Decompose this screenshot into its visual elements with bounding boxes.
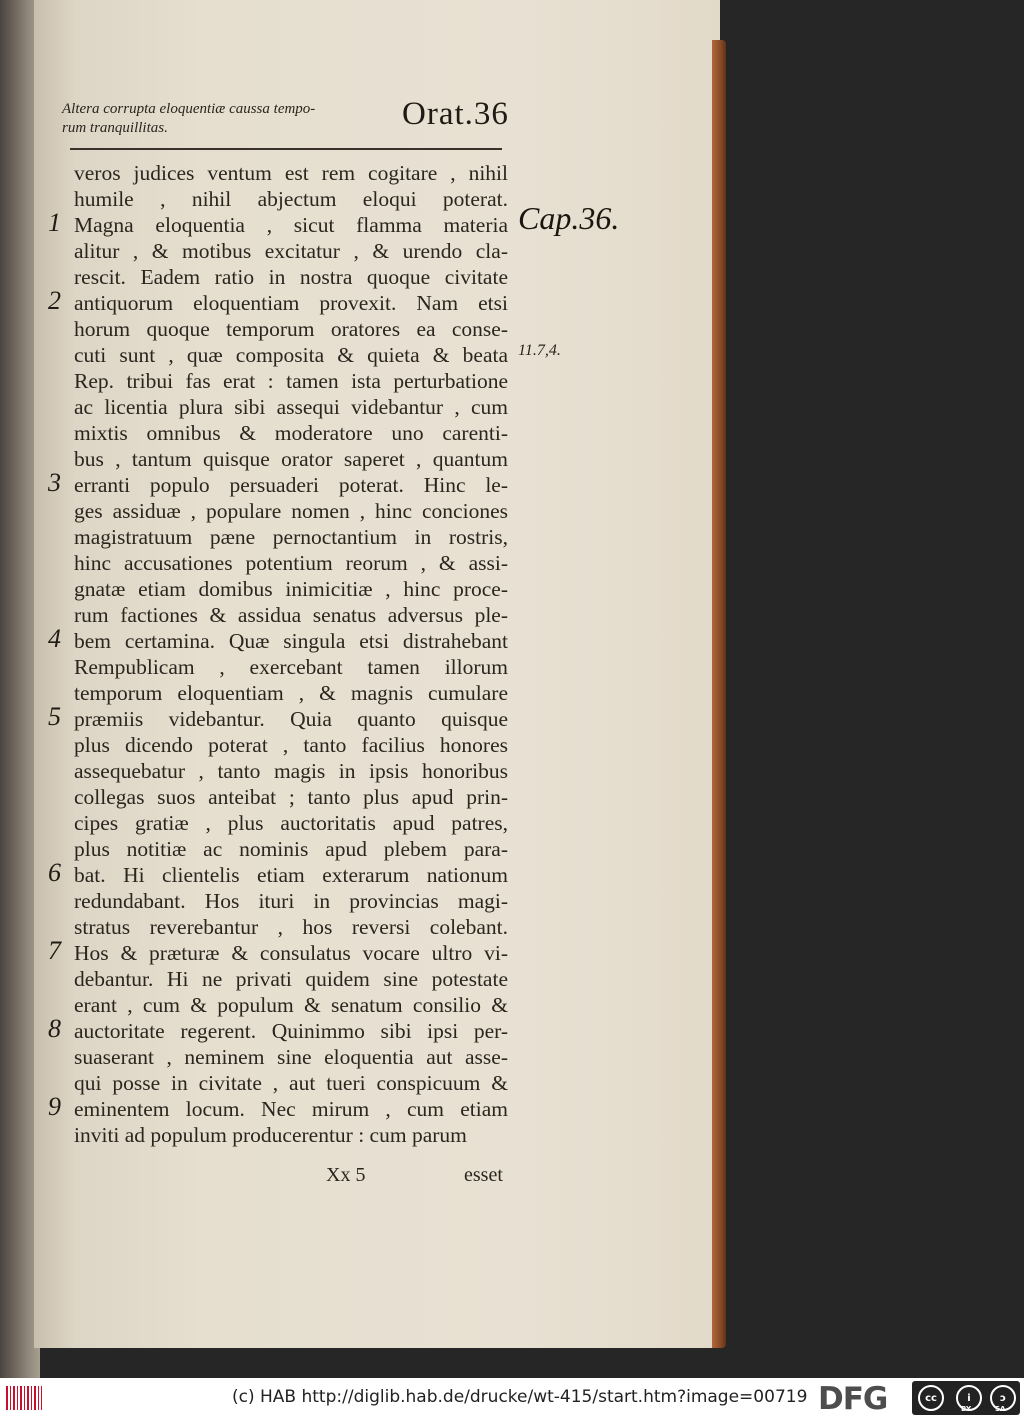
text-line: humile , nihil abjectum eloqui poterat. [74, 187, 508, 211]
text-line: redundabant. Hos ituri in provincias magi- [74, 889, 508, 913]
text-line: rum factiones & assidua senatus adversus ple- [74, 603, 508, 627]
line-number: 8 [48, 1014, 61, 1043]
sa-icon: ↄ [990, 1385, 1016, 1411]
text-line: cipes gratiæ , plus auctoritatis apud patres, [74, 811, 508, 835]
text-line: auctoritate regerent. Quinimmo sibi ipsi per- [74, 1019, 508, 1043]
text-line: Rempublicam , exercebant tamen illorum [74, 655, 508, 679]
text-line: cuti sunt , quæ composita & quieta & beata [74, 343, 508, 367]
text-line: ac licentia plura sibi assequi videbantur , cum [74, 395, 508, 419]
signature-mark: Xx 5 [326, 1164, 366, 1186]
text-line: gnatæ etiam domibus inimicitiæ , hinc proce- [74, 577, 508, 601]
text-line: alitur , & motibus excitatur , & urendo cla- [74, 239, 508, 263]
margin-reference-note: 11.7,4. [518, 342, 561, 359]
copyright-credit[interactable]: (c) HAB http://diglib.hab.de/drucke/wt-415/start.htm?image=00719 [232, 1387, 808, 1407]
text-line: præmiis videbantur. Quia quanto quisque [74, 707, 508, 731]
header-rule [70, 148, 502, 150]
catchword: esset [464, 1164, 503, 1186]
text-line: rescit. Eadem ratio in nostra quoque civitate [74, 265, 508, 289]
text-line: stratus reverebantur , hos reversi colebant. [74, 915, 508, 939]
text-line: Hos & præturæ & consulatus vocare ultro vi- [74, 941, 508, 965]
text-line: erranti populo persuaderi poterat. Hinc le- [74, 473, 508, 497]
text-line: erant , cum & populum & senatum consilio & [74, 993, 508, 1017]
text-line: debantur. Hi ne privati quidem sine potestate [74, 967, 508, 991]
text-line: hinc accusationes potentium reorum , & assi- [74, 551, 508, 575]
text-line: eminentem locum. Nec mirum , cum etiam [74, 1097, 508, 1121]
text-line: temporum eloquentiam , & magnis cumulare [74, 681, 508, 705]
text-line: magistratuum pæne pernoctantium in rostris, [74, 525, 508, 549]
text-line: antiquorum eloquentiam provexit. Nam etsi [74, 291, 508, 315]
cc-license-badge[interactable] [912, 1381, 1020, 1415]
line-number: 1 [48, 208, 61, 237]
dfg-logo[interactable]: DFG [818, 1381, 888, 1417]
text-line: qui posse in civitate , aut tueri conspicuum & [74, 1071, 508, 1095]
text-line: veros judices ventum est rem cogitare , nihil [74, 161, 508, 185]
text-line: plus notitiæ ac nominis apud plebem para- [74, 837, 508, 861]
page-edge-shadow [712, 40, 726, 1348]
footer-bar [0, 1378, 1024, 1418]
text-line: suaserant , neminem sine eloquentia aut asse- [74, 1045, 508, 1069]
text-line: mixtis omnibus & moderatore uno carenti- [74, 421, 508, 445]
license-label-sa: SA [995, 1405, 1006, 1413]
text-line: ges assiduæ , populare nomen , hinc conciones [74, 499, 508, 523]
margin-chapter-note: Cap.36. [518, 200, 620, 236]
running-title-line: Altera corrupta eloquentiæ caussa tempo- [62, 101, 316, 117]
text-line: Magna eloquentia , sicut flamma materia [74, 213, 508, 237]
line-number: 6 [48, 858, 61, 887]
line-number: 7 [48, 936, 61, 965]
line-number: 4 [48, 624, 61, 653]
license-label-by: BY [961, 1405, 972, 1413]
running-title-line: rum tranquillitas. [62, 120, 168, 136]
cc-icon: cc [918, 1385, 944, 1411]
line-number: 9 [48, 1092, 61, 1121]
text-line: bem certamina. Quæ singula etsi distrahebant [74, 629, 508, 653]
text-line: horum quoque temporum oratores ea conse- [74, 317, 508, 341]
line-number: 2 [48, 286, 61, 315]
text-line: Rep. tribui fas erat : tamen ista perturbatione [74, 369, 508, 393]
running-title [62, 100, 392, 138]
text-line: plus dicendo poterat , tanto facilius honores [74, 733, 508, 757]
text-line: assequebatur , tanto magis in ipsis honoribus [74, 759, 508, 783]
text-line: collegas suos anteibat ; tanto plus apud prin- [74, 785, 508, 809]
text-line: bus , tantum quisque orator saperet , quantum [74, 447, 508, 471]
by-icon: i [956, 1385, 982, 1411]
text-line: inviti ad populum producerentur : cum parum [74, 1123, 467, 1147]
line-number: 5 [48, 702, 61, 731]
line-number: 3 [48, 468, 61, 497]
page-header-label: Orat.36 [402, 96, 509, 132]
barcode-icon [6, 1386, 42, 1410]
text-line: bat. Hi clientelis etiam exterarum nationum [74, 863, 508, 887]
